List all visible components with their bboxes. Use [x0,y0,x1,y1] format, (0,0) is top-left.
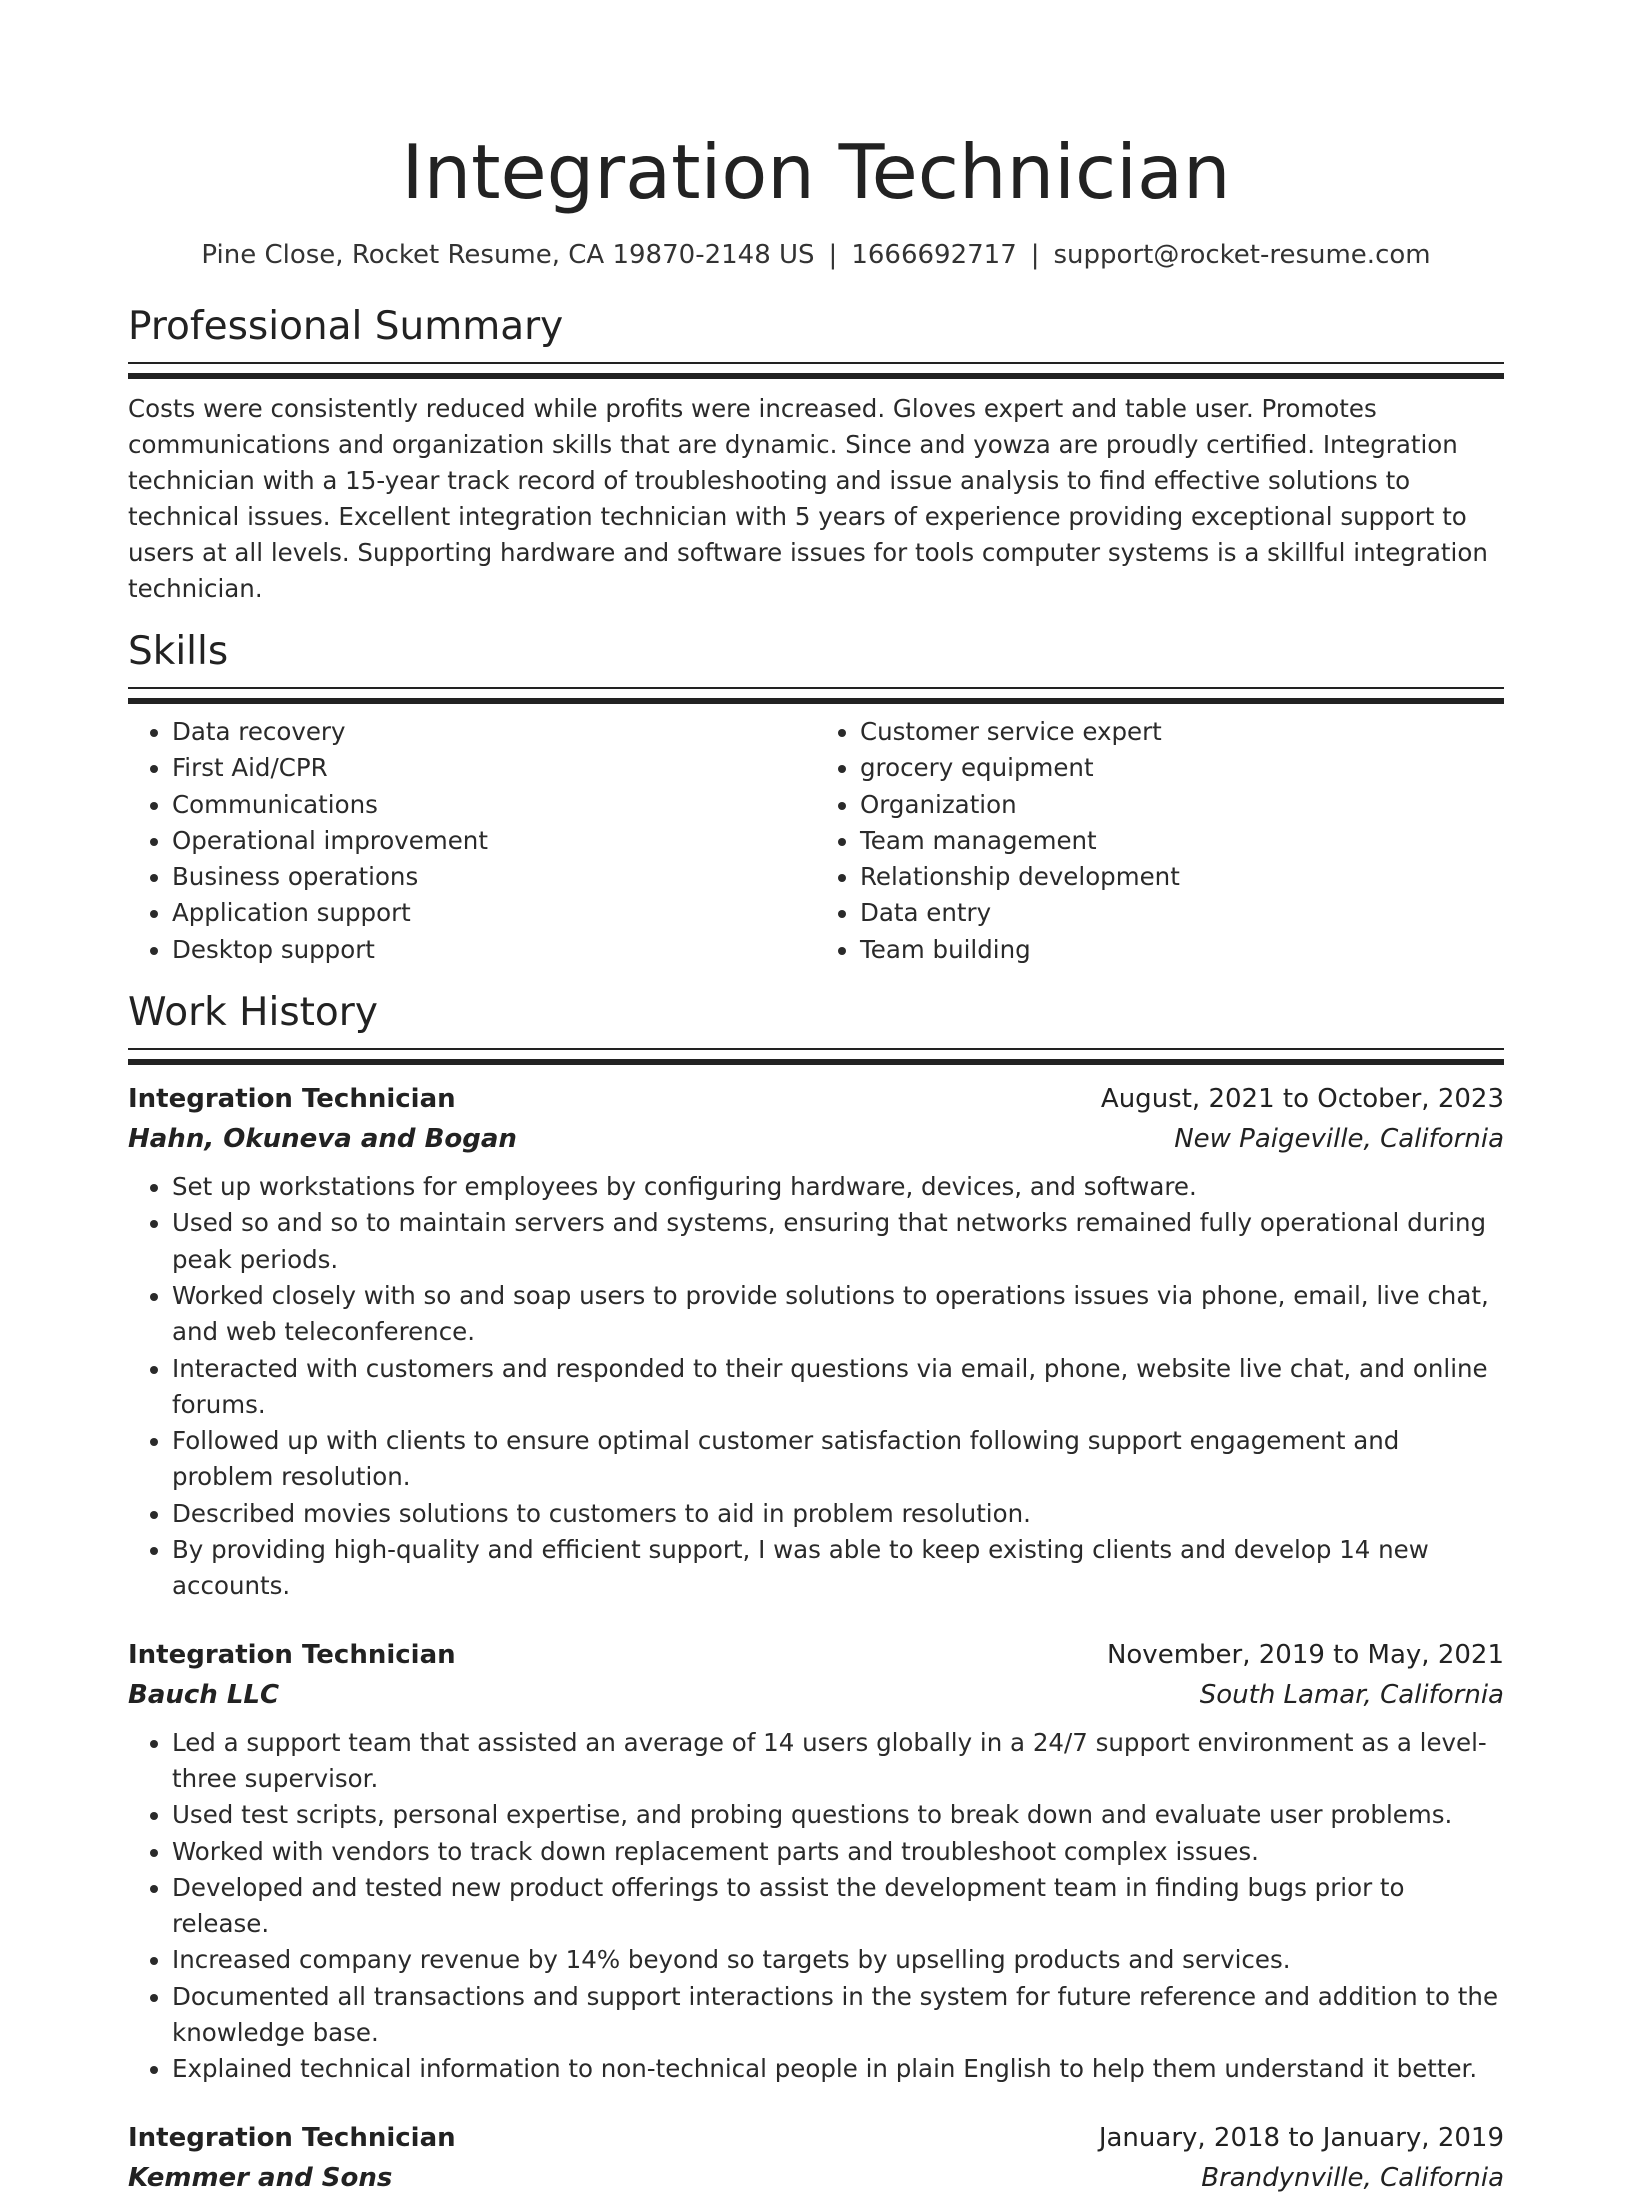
job-header [128,1079,1504,1119]
job-duty: • Worked closely with so and soap users to provide solutions to operations issues via phone, email, live chat, and web teleconference. [172,1278,1504,1351]
summary-text: Costs were consistently reduced while profits were increased. Gloves expert and table user. Promotes communications and organization skills that are dynamic. Since and yowza are proudly certified. Integration technician with a 15-year track record of troubleshooting and issue analysis to find effective solutions to technical issues. Excellent integration technician with 5 years of experience providing exceptional support to users at all levels. Supporting hardware and software issues for tools computer systems is a skillful integration technician. [128,394,1488,603]
job-header [128,1635,1504,1675]
job-company: Kemmer and Sons [128,2162,393,2193]
job-entry [128,1079,1504,1605]
job-title: Integration Technician [128,1084,456,1115]
contact-line [128,238,1504,272]
skill-item: • Business operations [172,859,816,895]
skill-item: • Desktop support [172,932,816,968]
skills-heading: Skills [128,629,229,674]
skill-item: • Data entry [860,895,1504,931]
section-divider [128,1048,1504,1065]
job-duty: • Documented all transactions and support interactions in the system for future reference and addition to the knowledge base. [172,1979,1504,2052]
skills-columns [128,714,1504,968]
skills-left-column [128,714,816,968]
job-duty: • Used so and so to maintain servers and systems, ensuring that networks remained fully operational during peak periods. [172,1205,1504,1278]
contact-phone: 1666692717 [851,240,1017,270]
job-company: Hahn, Okuneva and Bogan [128,1124,517,1155]
job-subheader [128,2158,1504,2198]
resume-page [128,0,1504,2198]
summary-heading: Professional Summary [128,304,564,349]
section-divider [128,687,1504,704]
skill-item: • Communications [172,787,816,823]
skills-section [128,627,1504,968]
summary-section [128,302,1504,607]
job-title: Integration Technician [128,1639,456,1670]
work-history-section [128,988,1504,2198]
job-location: Brandynville, California [1201,2162,1504,2193]
job-duty: • Explained technical information to non-technical people in plain English to help them understand it better. [172,2051,1504,2087]
job-dates: August, 2021 to October, 2023 [1100,1084,1504,1115]
skill-item: • Relationship development [860,859,1504,895]
job-duty: • Worked with vendors to track down replacement parts and troubleshoot complex issues. [172,1834,1504,1870]
skill-item: • Customer service expert [860,714,1504,750]
job-dates: January, 2018 to January, 2019 [1098,2122,1504,2153]
job-title: Integration Technician [128,2122,456,2153]
skill-item: • Organization [860,787,1504,823]
skill-item: • Data recovery [172,714,816,750]
job-dates: November, 2019 to May, 2021 [1106,1639,1504,1670]
job-header [128,2118,1504,2158]
skill-item: • Application support [172,895,816,931]
job-subheader [128,1119,1504,1159]
skill-item: • Team management [860,823,1504,859]
job-duty: • Interacted with customers and responded to their questions via email, phone, website live chat, and online forums. [172,1351,1504,1424]
job-location: New Paigeville, California [1174,1124,1504,1155]
job-duty: • Used test scripts, personal expertise, and probing questions to break down and evaluate user problems. [172,1797,1504,1833]
job-duty: • Followed up with clients to ensure optimal customer satisfaction following support engagement and problem resolution. [172,1423,1504,1496]
section-divider [128,362,1504,379]
work-history-heading: Work History [128,990,378,1036]
skill-item: • Operational improvement [172,823,816,859]
job-duty: • Increased company revenue by 14% beyond so targets by upselling products and services. [172,1942,1504,1978]
job-location: South Lamar, California [1199,1679,1504,1710]
job-duties [128,1169,1504,1605]
job-duties [128,1725,1504,2088]
contact-address: Pine Close, Rocket Resume, CA 19870-2148 US [201,240,815,270]
job-duty: • Led a support team that assisted an average of 14 users globally in a 24/7 support environment as a level-three supervisor. [172,1725,1504,1798]
skill-item: • grocery equipment [860,750,1504,786]
job-duty: • Described movies solutions to customers to aid in problem resolution. [172,1496,1504,1532]
job-entry [128,1635,1504,2088]
skill-item: • First Aid/CPR [172,750,816,786]
contact-separator: | [828,240,838,270]
candidate-name: Integration Technician [401,128,1231,216]
skill-item: • Team building [860,932,1504,968]
contact-email[interactable]: support@rocket-resume.com [1053,240,1431,270]
job-duty: • Developed and tested new product offerings to assist the development team in finding bugs prior to release. [172,1870,1504,1943]
contact-separator: | [1030,240,1040,270]
job-subheader [128,1675,1504,1715]
job-entry [128,2118,1504,2198]
job-company: Bauch LLC [128,1679,280,1710]
skills-right-column [816,714,1504,968]
job-duty: • Set up workstations for employees by configuring hardware, devices, and software. [172,1169,1504,1205]
job-duty: • By providing high-quality and efficient support, I was able to keep existing clients and develop 14 new accounts. [172,1532,1504,1605]
